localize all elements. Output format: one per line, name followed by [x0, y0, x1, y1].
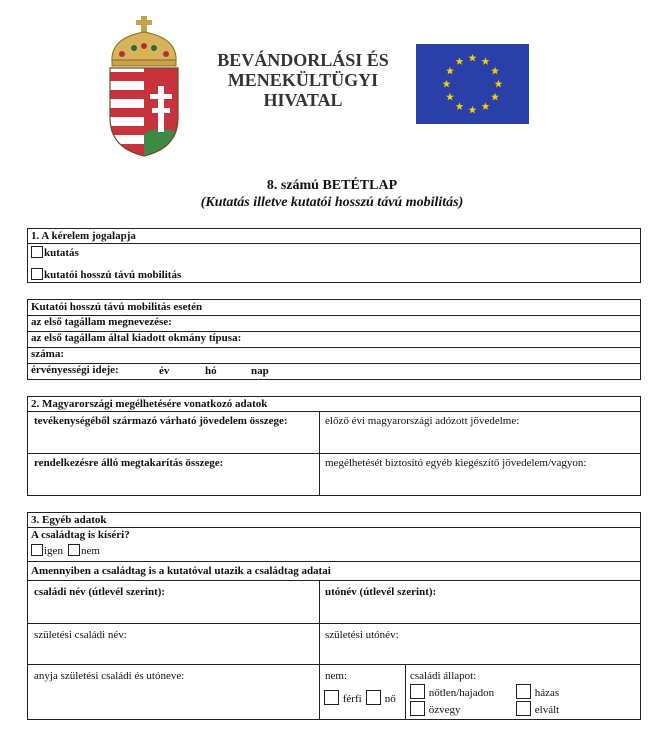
divorced-label: elvált: [534, 704, 560, 716]
section-2-heading: 2. Magyarországi megélhetésére vonatkozó adatok: [31, 398, 268, 410]
agency-line-1: BEVÁNDORLÁSI ÉS: [217, 50, 389, 70]
section-legal-basis: [27, 228, 641, 283]
form-subtitle: (Kutatás illetve kutatói hosszú távú mobilitás): [200, 195, 464, 210]
document-type-label: az első tagállam által kiadott okmány típusa:: [31, 332, 242, 344]
checkbox-single[interactable]: [410, 684, 425, 699]
section-1-heading: 1. A kérelem jogalapja: [31, 230, 136, 242]
subsistence-divider: [28, 453, 640, 454]
sex-female-option[interactable]: [366, 690, 396, 705]
other-income-field[interactable]: megélhetését biztosító egyéb kiegészítő jövedelem/vagyon:: [325, 457, 587, 469]
marital-divorced-option[interactable]: [516, 701, 559, 716]
checkbox-male[interactable]: [324, 690, 339, 705]
legal-basis-options: [28, 243, 640, 283]
option-mobility-label: kutatói hosszú távú mobilitás: [44, 269, 182, 281]
section-other-data: [27, 512, 641, 720]
family-member-yes[interactable]: [31, 544, 63, 557]
previous-income-field[interactable]: előző évi magyarországi adózott jövedelme:: [325, 415, 520, 427]
marital-widowed-option[interactable]: [410, 701, 461, 716]
section-3-divider-4: [28, 623, 640, 624]
family-member-question: A családtag is kíséri?: [31, 529, 130, 541]
section-3-column-divider: [319, 580, 320, 720]
family-name-field[interactable]: családi név (útlevél szerint):: [34, 586, 166, 598]
checkbox-married[interactable]: [516, 684, 531, 699]
checkbox-female[interactable]: [366, 690, 381, 705]
option-research-label: kutatás: [44, 247, 79, 259]
section-mobility: [27, 299, 641, 380]
section-3-divider-2: [28, 561, 640, 562]
checkbox-yes[interactable]: [31, 544, 43, 556]
male-label: férfi: [342, 693, 362, 705]
section-3-divider-5: [28, 664, 640, 665]
agency-name: [208, 50, 398, 110]
checkbox-divorced[interactable]: [516, 701, 531, 716]
female-label: nő: [384, 693, 396, 705]
validity-month-label: hó: [205, 365, 217, 377]
sex-label: nem:: [325, 670, 347, 682]
agency-line-2: MENEKÜLTÜGYI: [227, 70, 379, 90]
birth-family-name-field[interactable]: születési családi név:: [34, 629, 127, 641]
eu-flag-icon: [416, 44, 529, 124]
first-member-state-label: az első tagállam megnevezése:: [31, 316, 172, 328]
section-3-sub-divider: [405, 664, 406, 720]
checkbox-research[interactable]: [31, 246, 43, 258]
first-member-state-field[interactable]: [28, 315, 640, 331]
widowed-label: özvegy: [428, 704, 461, 716]
marital-married-option[interactable]: [516, 684, 559, 699]
savings-field[interactable]: rendelkezésre álló megtakarítás összege:: [34, 457, 224, 469]
sex-male-option[interactable]: [324, 690, 362, 705]
subsistence-column-divider: [319, 411, 320, 496]
marital-single-option[interactable]: [410, 684, 494, 699]
validity-day-label: nap: [251, 365, 269, 377]
form-title: 8. számú BETÉTLAP: [266, 178, 398, 193]
given-name-field[interactable]: utónév (útlevél szerint):: [325, 586, 437, 598]
option-research[interactable]: [31, 246, 79, 259]
married-label: házas: [534, 687, 560, 699]
section-3-divider-3: [28, 580, 640, 581]
document-number-field[interactable]: [28, 347, 640, 363]
checkbox-widowed[interactable]: [410, 701, 425, 716]
document-type-field[interactable]: [28, 331, 640, 347]
no-label: nem: [81, 545, 100, 557]
checkbox-mobility[interactable]: [31, 268, 43, 280]
expected-income-field[interactable]: tevékenységéből származó várható jövedelem összege:: [34, 415, 288, 427]
mobility-heading: Kutatói hosszú távú mobilitás esetén: [31, 301, 203, 313]
hungarian-coat-of-arms-icon: [104, 14, 184, 158]
checkbox-no[interactable]: [68, 544, 80, 556]
validity-label: érvényességi ideje:: [31, 364, 119, 376]
document-number-label: száma:: [31, 348, 64, 360]
marital-status-label: családi állapot:: [410, 670, 477, 682]
yes-label: igen: [44, 545, 63, 557]
single-label: nőtlen/hajadon: [428, 687, 495, 699]
agency-line-3: HIVATAL: [263, 90, 343, 110]
validity-year-label: év: [159, 365, 170, 377]
family-member-subheading: Amennyiben a családtag is a kutatóval utazik a családtag adatai: [31, 565, 331, 577]
mother-name-field[interactable]: anyja születési családi és utóneve:: [34, 670, 185, 682]
validity-field[interactable]: [28, 363, 640, 380]
section-subsistence: [27, 396, 641, 496]
section-3-heading: 3. Egyéb adatok: [31, 514, 107, 526]
family-member-no[interactable]: [68, 544, 100, 557]
option-mobility[interactable]: [31, 268, 181, 281]
section-3-divider-1: [28, 527, 640, 528]
page-header: [0, 0, 664, 165]
birth-given-name-field[interactable]: születési utónév:: [325, 629, 399, 641]
